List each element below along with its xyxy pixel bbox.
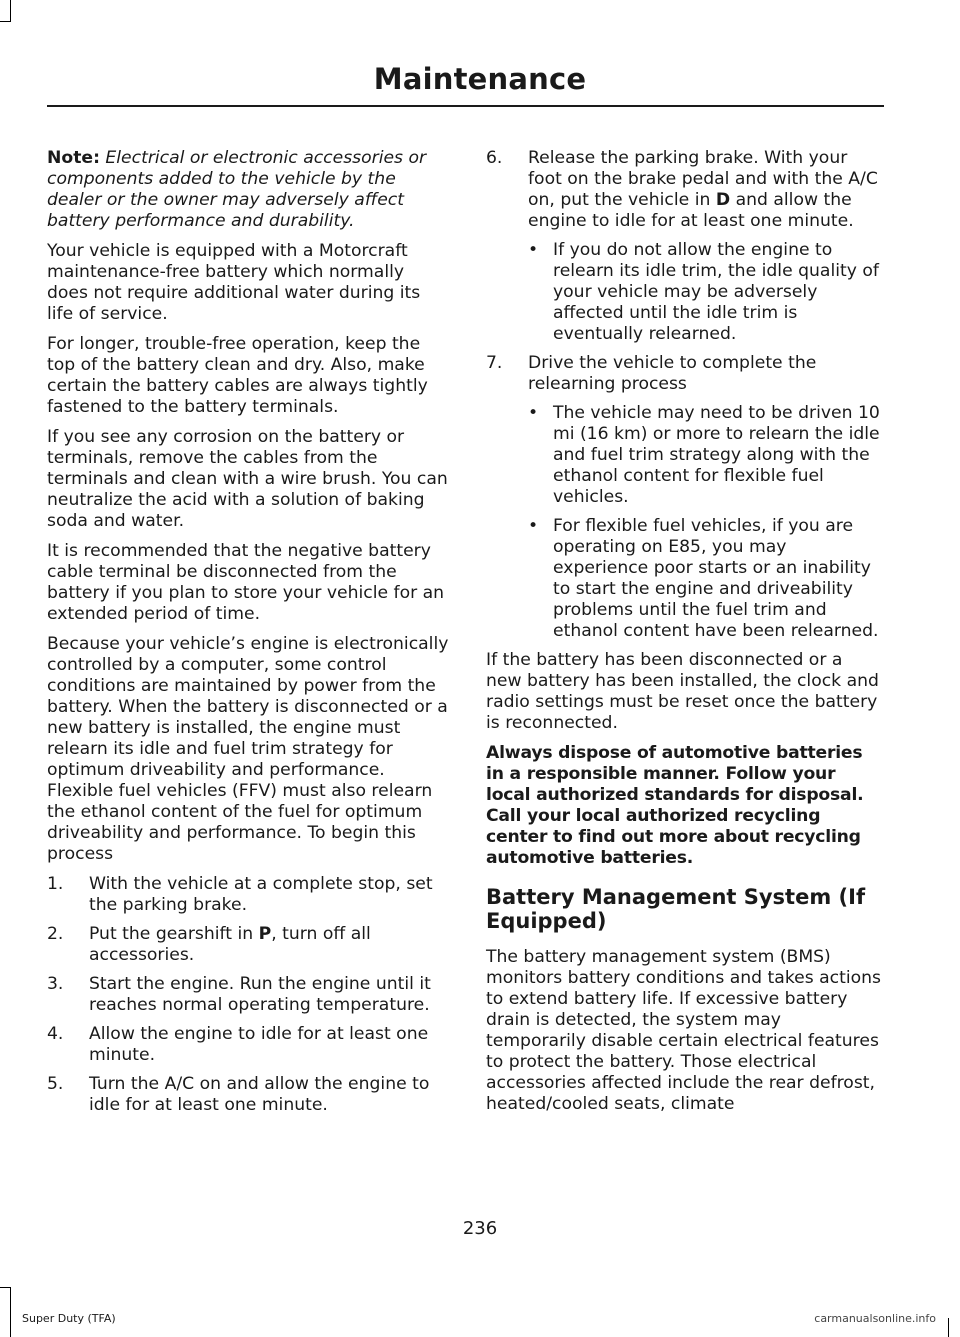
crop-mark-bottom-left [10, 1287, 11, 1337]
bullet-item [520, 403, 882, 508]
footer-model: Super Duty (TFA) [22, 1312, 116, 1325]
step-text-post: , turn off all accessories. [89, 924, 371, 965]
crop-mark-bottom-right [948, 1318, 949, 1337]
section-heading: Battery Management System (If Equipped) [486, 885, 866, 933]
step-number: 5. [47, 1074, 64, 1094]
paragraph-bms: The battery management system (BMS) monitors battery conditions and takes actions to extend battery life. If excessive battery drain is detected, the system may temporarily disable certain electrical features to protect the battery. Those electrical accessories affected include the rear defrost, heated/cooled seats, climate [486, 947, 882, 1114]
paragraph-relearn: Because your vehicle’s engine is electronically controlled by a computer, some control conditions are maintained by power from the battery. When the battery is disconnected or a new battery is installed, the engine must relearn its idle and fuel trim strategy for optimum driveability and performance. Flexible fuel vehicles (FFV) must also relearn the ethanol content of the fuel for optimum driveability and performance. To begin this process [47, 634, 449, 864]
page-number: 236 [462, 1218, 498, 1239]
note-paragraph [47, 148, 449, 232]
step-text: Turn the A/C on and allow the engine to idle for at least one minute. [89, 1074, 430, 1115]
crop-mark-bottom-left-h [0, 1287, 10, 1288]
step-text: With the vehicle at a complete stop, set the parking brake. [89, 874, 433, 915]
paragraph-battery-care: For longer, trouble-free operation, keep the top of the battery clean and dry. Also, make certain the battery cables are always tightly fastened to the battery terminals. [47, 334, 428, 417]
step-text: Allow the engine to idle for at least one minute. [89, 1024, 429, 1065]
crop-mark-top-left-h [0, 21, 10, 22]
page-title: Maintenance [373, 62, 587, 96]
crop-mark-top-left [10, 0, 11, 22]
header-divider [47, 105, 884, 107]
watermark: carmanualsonline.info [814, 1312, 936, 1325]
gear-p-label: P [258, 924, 272, 944]
gear-d-label: D [715, 190, 731, 210]
disposal-warning: Always dispose of automotive batteries in a responsible manner. Follow your local authorized standards for disposal. Call your local authorized recycling center to find out more about recycling automotive batteries. [486, 743, 864, 868]
step-number: 2. [47, 924, 64, 944]
bullet-item [520, 516, 882, 642]
bullet-icon: • [528, 516, 539, 536]
bullet-text: If you do not allow the engine to relearn its idle trim, the idle quality of your vehicle may be adversely affected until the idle trim is eventually relearned. [553, 240, 879, 344]
bullet-item [520, 240, 882, 345]
step-text-pre: Release the parking brake. With your foot on the brake pedal and with the A/C on, put the vehicle in [528, 148, 878, 210]
step-7 [486, 353, 882, 395]
right-column [486, 148, 882, 1124]
bullet-icon: • [528, 403, 539, 423]
step-number: 7. [486, 353, 503, 373]
bullet-text: For flexible fuel vehicles, if you are operating on E85, you may experience poor starts or an inability to start the engine and driveability problems until the fuel trim and ethanol content have been relearned. [553, 516, 879, 641]
note-label: Note: [47, 148, 100, 168]
left-column [47, 148, 449, 1124]
bullet-text: The vehicle may need to be driven 10 mi (16 km) or more to relearn the idle and fuel trim strategy along with the ethanol content for flexible fuel vehicles. [553, 403, 880, 507]
step-number: 4. [47, 1024, 64, 1044]
paragraph-corrosion: If you see any corrosion on the battery or terminals, remove the cables from the terminals and clean with a wire brush. You can neutralize the acid with a solution of baking soda and water. [47, 427, 448, 531]
paragraph-reset-settings: If the battery has been disconnected or a new battery has been installed, the clock and radio settings must be reset once the battery is reconnected. [486, 650, 879, 733]
step-number: 3. [47, 974, 64, 994]
step-6 [486, 148, 882, 232]
paragraph-storage: It is recommended that the negative battery cable terminal be disconnected from the battery if you plan to store your vehicle for an extended period of time. [47, 541, 445, 624]
note-text: Electrical or electronic accessories or components added to the vehicle by the dealer or the owner may adversely affect battery performance and durability. [47, 148, 427, 231]
step-number: 6. [486, 148, 503, 168]
step-text-post: and allow the engine to idle for at least one minute. [528, 190, 854, 231]
step-text: Start the engine. Run the engine until it reaches normal operating temperature. [89, 974, 431, 1015]
step-2 [47, 924, 449, 966]
step-4 [47, 1024, 449, 1066]
step-1 [47, 874, 449, 916]
step-3 [47, 974, 449, 1016]
step-text-pre: Put the gearshift in [89, 924, 259, 944]
paragraph-battery-type: Your vehicle is equipped with a Motorcraft maintenance-free battery which normally does not require additional water during its life of service. [47, 241, 421, 324]
bullet-icon: • [528, 240, 539, 260]
step-number: 1. [47, 874, 64, 894]
step-text: Drive the vehicle to complete the relearning process [528, 353, 817, 394]
step-5 [47, 1074, 449, 1116]
